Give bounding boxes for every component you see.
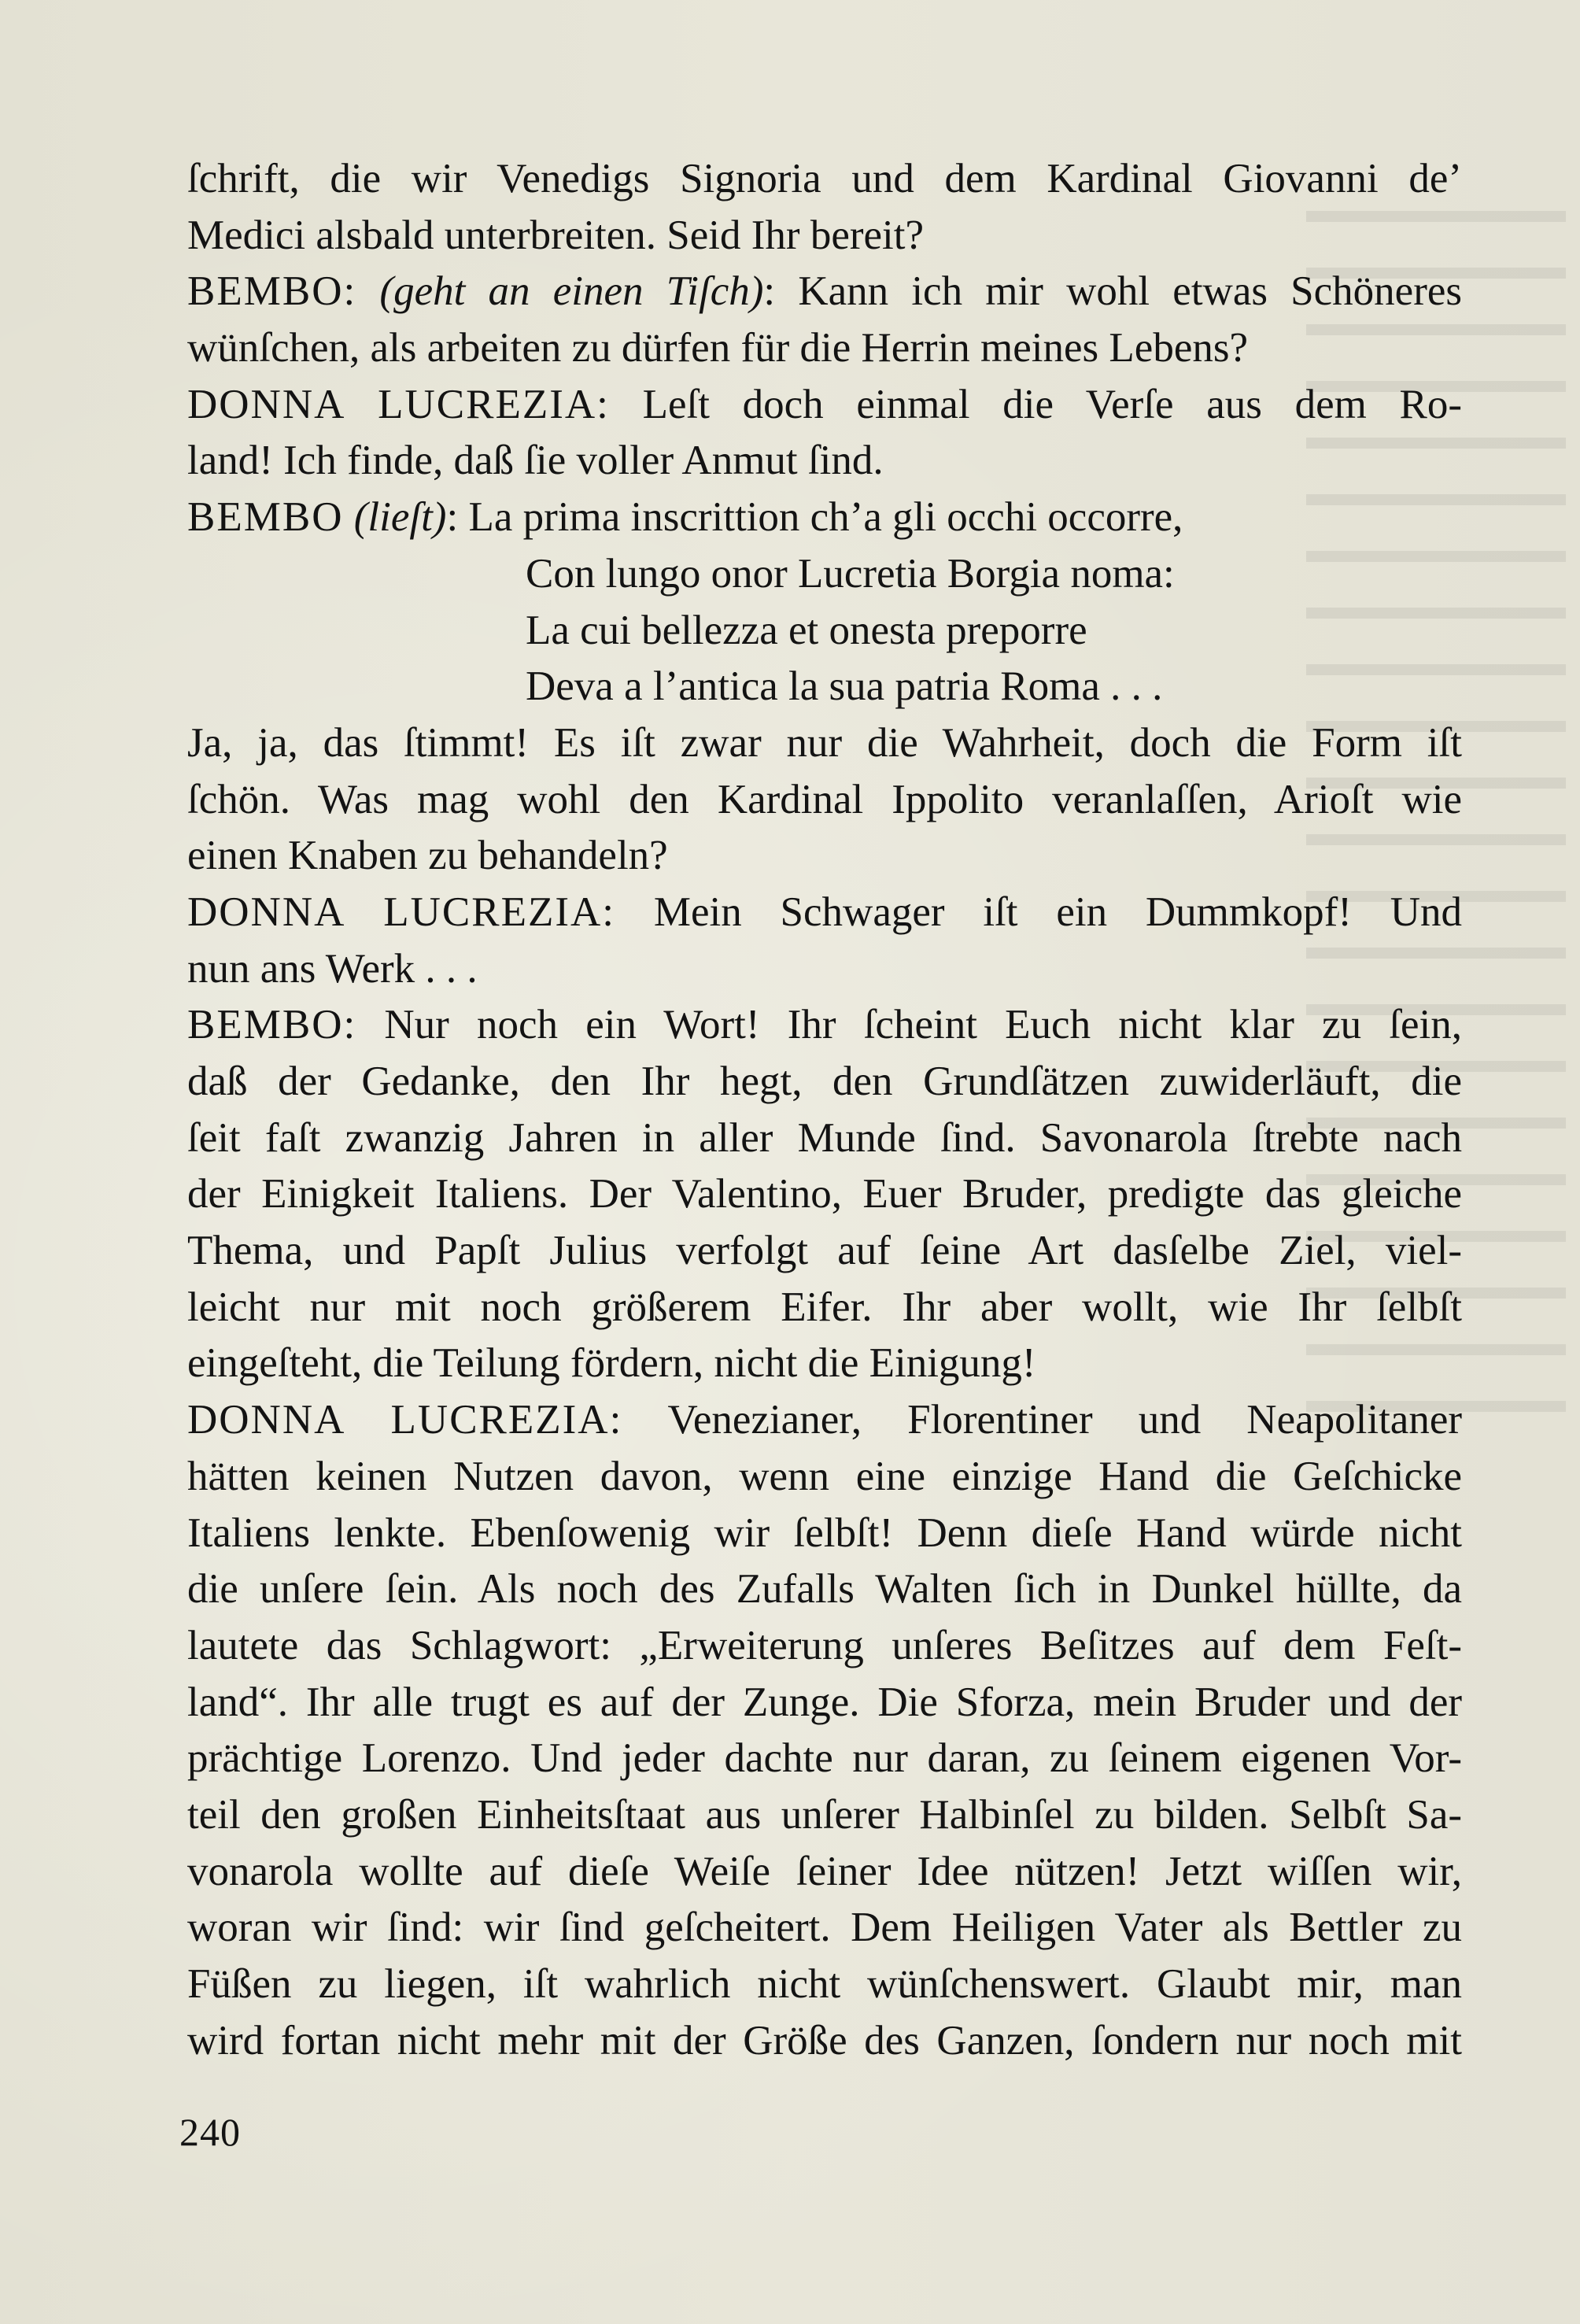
text-line (187, 603, 1462, 660)
text-line (187, 1449, 1462, 1506)
text-line (187, 1166, 1462, 1223)
line-text: hätten keinen Nutzen davon, wenn eine einzige Hand die Geſchicke (187, 1453, 1462, 1499)
text-line (187, 546, 1462, 603)
text-line (187, 208, 1462, 264)
text-line (187, 772, 1462, 829)
text-line (187, 659, 1462, 715)
text-line (187, 377, 1462, 434)
stage-direction: (geht an einen Tiſch) (379, 268, 764, 315)
line-text: Leſt doch einmal die Verſe aus dem Ro- (642, 381, 1462, 427)
text-line (187, 1280, 1462, 1336)
text-line (187, 997, 1462, 1054)
line-text: Füßen zu liegen, iſt wahrlich nicht wünſchenswert. Glaubt mir, man (187, 1961, 1462, 2007)
text-line (187, 151, 1462, 208)
line-text: ſeit faſt zwanzig Jahren in aller Munde ſind. Savonarola ſtrebte nach (187, 1114, 1462, 1161)
text-line (187, 264, 1462, 320)
line-text: Con lungo onor Lucretia Borgia noma: (526, 550, 1175, 597)
line-text: ſchön. Was mag wohl den Kardinal Ippolito veranlaſſen, Arioſt wie (187, 776, 1462, 822)
line-text: der Einigkeit Italiens. Der Valentino, Euer Bruder, predigte das gleiche (187, 1171, 1462, 1217)
line-text: Deva a l’antica la sua patria Roma . . . (526, 663, 1163, 710)
speaker-name: DONNA LUCREZIA: (187, 1397, 623, 1443)
speaker-name: DONNA LUCREZIA: (187, 381, 610, 427)
line-text: La cui bellezza et onesta preporre (526, 607, 1087, 653)
speaker-name: DONNA LUCREZIA: (187, 889, 616, 935)
line-text: woran wir ſind: wir ſind geſcheitert. Dem Heiligen Vater als Bettler zu (187, 1905, 1462, 1951)
text-line (187, 1787, 1462, 1844)
text-line (187, 1561, 1462, 1618)
line-text: einen Knaben zu behandeln? (187, 833, 668, 879)
line-text: daß der Gedanke, den Ihr hegt, den Grundſätzen zuwiderläuft, die (187, 1059, 1462, 1104)
line-text: : Kann ich mir wohl etwas Schöneres (763, 268, 1462, 315)
body-text (187, 151, 1462, 2069)
text-line (187, 1054, 1462, 1110)
text-line (187, 715, 1462, 772)
line-text: nun ans Werk . . . (187, 945, 478, 992)
text-line (187, 885, 1462, 941)
line-text: ſchrift, die wir Venedigs Signoria und dem Kardinal Giovanni de’ (187, 156, 1462, 201)
line-text: Mein Schwager iſt ein Dummkopf! Und (653, 889, 1463, 935)
text-line (187, 1392, 1462, 1449)
text-line (187, 1110, 1462, 1167)
text-line (187, 2013, 1462, 2070)
speaker-name: BEMBO (187, 494, 344, 541)
stage-direction: (lieſt) (353, 494, 447, 541)
text-line (187, 1336, 1462, 1392)
page-number: 240 (179, 2110, 241, 2154)
text-line (187, 1506, 1462, 1562)
line-text: prächtige Lorenzo. Und jeder dachte nur daran, zu ſeinem eigenen Vor- (187, 1735, 1462, 1782)
line-text: lautete das Schlagwort: „Erweiterung unſeres Beſitzes auf dem Feſt- (187, 1622, 1462, 1668)
line-text: Venezianer, Florentiner und Neapolitaner (667, 1397, 1463, 1443)
text-line (187, 1844, 1462, 1901)
line-text: leicht nur mit noch größerem Eifer. Ihr aber wollt, wie Ihr ſelbſt (187, 1284, 1462, 1330)
text-line (187, 1675, 1462, 1731)
text-line (187, 433, 1462, 490)
speaker-name: BEMBO: (187, 268, 357, 315)
line-text: vonarola wollte auf dieſe Weiſe ſeiner Idee nützen! Jetzt wiſſen wir, (187, 1848, 1462, 1894)
text-line (187, 1900, 1462, 1956)
line-text: land“. Ihr alle trugt es auf der Zunge. Die Sforza, mein Bruder und der (187, 1679, 1462, 1725)
line-text: die unſere ſein. Als noch des Zufalls Walten ſich in Dunkel hüllte, da (187, 1566, 1462, 1613)
text-line (187, 941, 1462, 998)
text-line (187, 1618, 1462, 1675)
line-text: wird fortan nicht mehr mit der Größe des Ganzen, ſondern nur noch mit (187, 2017, 1462, 2064)
line-text: Thema, und Papſt Julius verfolgt auf ſeine Art dasſelbe Ziel, viel- (187, 1228, 1462, 1274)
speaker-name: BEMBO: (187, 1002, 357, 1048)
line-text: Nur noch ein Wort! Ihr ſcheint Euch nicht klar zu ſein, (384, 1002, 1462, 1048)
line-text: Italiens lenkte. Ebenſowenig wir ſelbſt! Denn dieſe Hand würde nicht (187, 1509, 1462, 1556)
line-text: wünſchen, als arbeiten zu dürfen für die Herrin meines Lebens? (187, 325, 1249, 371)
text-line (187, 1956, 1462, 2013)
text-line (187, 1223, 1462, 1280)
line-text: Medici alsbald unterbreiten. Seid Ihr bereit? (187, 212, 924, 258)
line-text: : La prima inscrittion ch’a gli occhi occorre, (446, 494, 1183, 541)
text-line (187, 490, 1462, 546)
line-text: eingeſteht, die Teilung fördern, nicht die Einigung! (187, 1340, 1036, 1387)
line-text: teil den großen Einheitsſtaat aus unſerer Halbinſel zu bilden. Selbſt Sa- (187, 1791, 1462, 1838)
line-text: Ja, ja, das ſtimmt! Es iſt zwar nur die Wahrheit, doch die Form iſt (187, 719, 1462, 766)
text-line (187, 1731, 1462, 1787)
text-line (187, 828, 1462, 885)
line-text: land! Ich finde, daß ſie voller Anmut ſind. (187, 438, 884, 484)
text-line (187, 320, 1462, 377)
